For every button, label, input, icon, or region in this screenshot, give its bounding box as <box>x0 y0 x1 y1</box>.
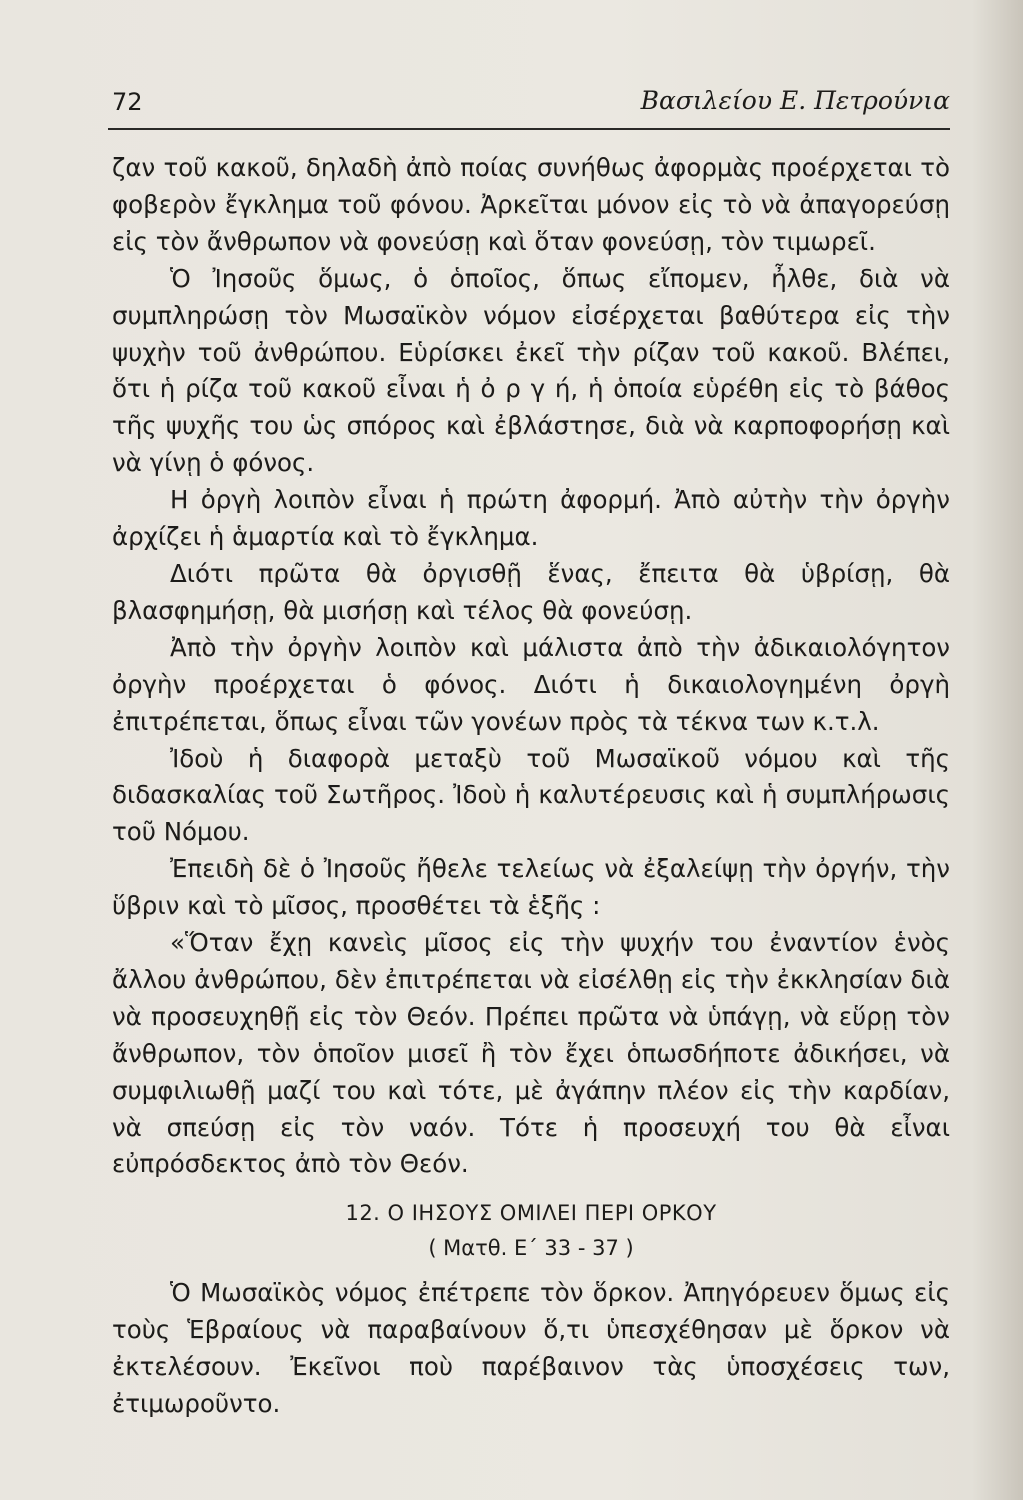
running-head: Βασιλείου Ε. Πετρούνια <box>640 86 950 115</box>
paragraph-8: «Ὅταν ἔχῃ κανεὶς μῖσος εἰς τὴν ψυχήν του ἐναντίον ἑνὸς ἄλλου ἀνθρώπου, δὲν ἐπιτρέπεται νὰ εἰσέλθῃ εἰς τὴν ἐκκλησίαν διὰ νὰ προσευχηθῇ εἰς τὸν Θεόν. Πρέπει πρῶτα νὰ ὑπάγῃ, νὰ εὕρῃ τὸν ἄνθρωπον, τὸν ὁποῖον μισεῖ ἢ τὸν ἔχει ὁπωσδήποτε ἀδικήσει, νὰ συμφιλιωθῇ μαζί του καὶ τότε, μὲ ἀγάπην πλέον εἰς τὴν καρδίαν, νὰ σπεύσῃ εἰς τὸν ναόν. Τότε ἡ προσευχή του θὰ εἶναι εὐπρόσδεκτος ἀπὸ τὸν Θεόν. <box>112 928 950 1179</box>
section-reference: ( Ματθ. Ε΄ 33 - 37 ) <box>428 1236 634 1261</box>
paragraph-3: Η ὀργὴ λοιπὸν εἶναι ἡ πρώτη ἀφορμή. Ἀπὸ αὐτὴν τὴν ὀργὴν ἀρχίζει ἡ ἁμαρτία καὶ τὸ ἔγκλημα. <box>112 485 950 552</box>
page-body <box>112 150 950 1423</box>
paragraph-5: Ἀπὸ τὴν ὀργὴν λοιπὸν καὶ μάλιστα ἀπὸ τὴν ἀδικαιολόγητον ὀργὴν προέρχεται ὁ φόνος. Διότι ἡ δικαιολογημένη ὀργὴ ἐπιτρέπεται, ὅπως εἶναι τῶν γονέων πρὸς τὰ τέκνα των κ.τ.λ. <box>112 632 950 736</box>
page-header <box>108 84 950 130</box>
paragraph-7: Ἐπειδὴ δὲ ὁ Ἰησοῦς ἤθελε τελείως νὰ ἐξαλείψῃ τὴν ὀργήν, τὴν ὕβριν καὶ τὸ μῖσος, προσθέτει τὰ ἑξῆς : <box>112 854 950 921</box>
page-number: 72 <box>112 88 143 116</box>
paragraph-1: ζαν τοῦ κακοῦ, δηλαδὴ ἀπὸ ποίας συνήθως ἀφορμὰς προέρχεται τὸ φοβερὸν ἔγκλημα τοῦ φόνου. Ἀρκεῖται μόνον εἰς τὸ νὰ ἀπαγορεύσῃ εἰς τὸν ἄνθρωπον νὰ φονεύσῃ καὶ ὅταν φονεύσῃ, τὸν τιμωρεῖ. <box>112 153 950 256</box>
paragraph-4: Διότι πρῶτα θὰ ὀργισθῇ ἕνας, ἔπειτα θὰ ὑβρίσῃ, θὰ βλασφημήσῃ, θὰ μισήσῃ καὶ τέλος θὰ φονεύσῃ. <box>112 558 950 625</box>
paragraph-2: Ὁ Ἰησοῦς ὅμως, ὁ ὁποῖος, ὅπως εἴπομεν, ἦλθε, διὰ νὰ συμπληρώσῃ τὸν Μωσαϊκὸν νόμον εἰσέρχεται βαθύτερα εἰς τὴν ψυχὴν τοῦ ἀνθρώπου. Εὑρίσκει ἐκεῖ τὴν ρίζαν τοῦ κακοῦ. Βλέπει, ὅτι ἡ ρίζα τοῦ κακοῦ εἶναι ἡ ὀ ρ γ ή, ἡ ὁποία εὑρέθη εἰς τὸ βάθος τῆς ψυχῆς του ὡς σπόρος καὶ ἐβλάστησε, διὰ νὰ καρποφορήσῃ καὶ νὰ γίνῃ ὁ φόνος. <box>112 263 950 478</box>
paragraph-6: Ἰδοὺ ἡ διαφορὰ μεταξὺ τοῦ Μωσαϊκοῦ νόμου καὶ τῆς διδασκαλίας τοῦ Σωτῆρος. Ἰδοὺ ἡ καλυτέρευσις καὶ ἡ συμπλήρωσις τοῦ Νόμου. <box>112 743 950 847</box>
paragraph-9: Ὁ Μωσαϊκὸς νόμος ἐπέτρεπε τὸν ὅρκον. Ἀπηγόρευεν ὅμως εἰς τοὺς Ἑβραίους νὰ παραβαίνουν ὅ,τι ὑπεσχέθησαν μὲ ὅρκον νὰ ἐκτελέσουν. Ἐκεῖνοι ποὺ παρέβαινον τὰς ὑποσχέσεις των, ἐτιμωροῦντο. <box>112 1278 950 1419</box>
section-heading: 12. Ο ΙΗΣΟΥΣ ΟΜΙΛΕΙ ΠΕΡΙ ΟΡΚΟΥ <box>345 1201 717 1226</box>
